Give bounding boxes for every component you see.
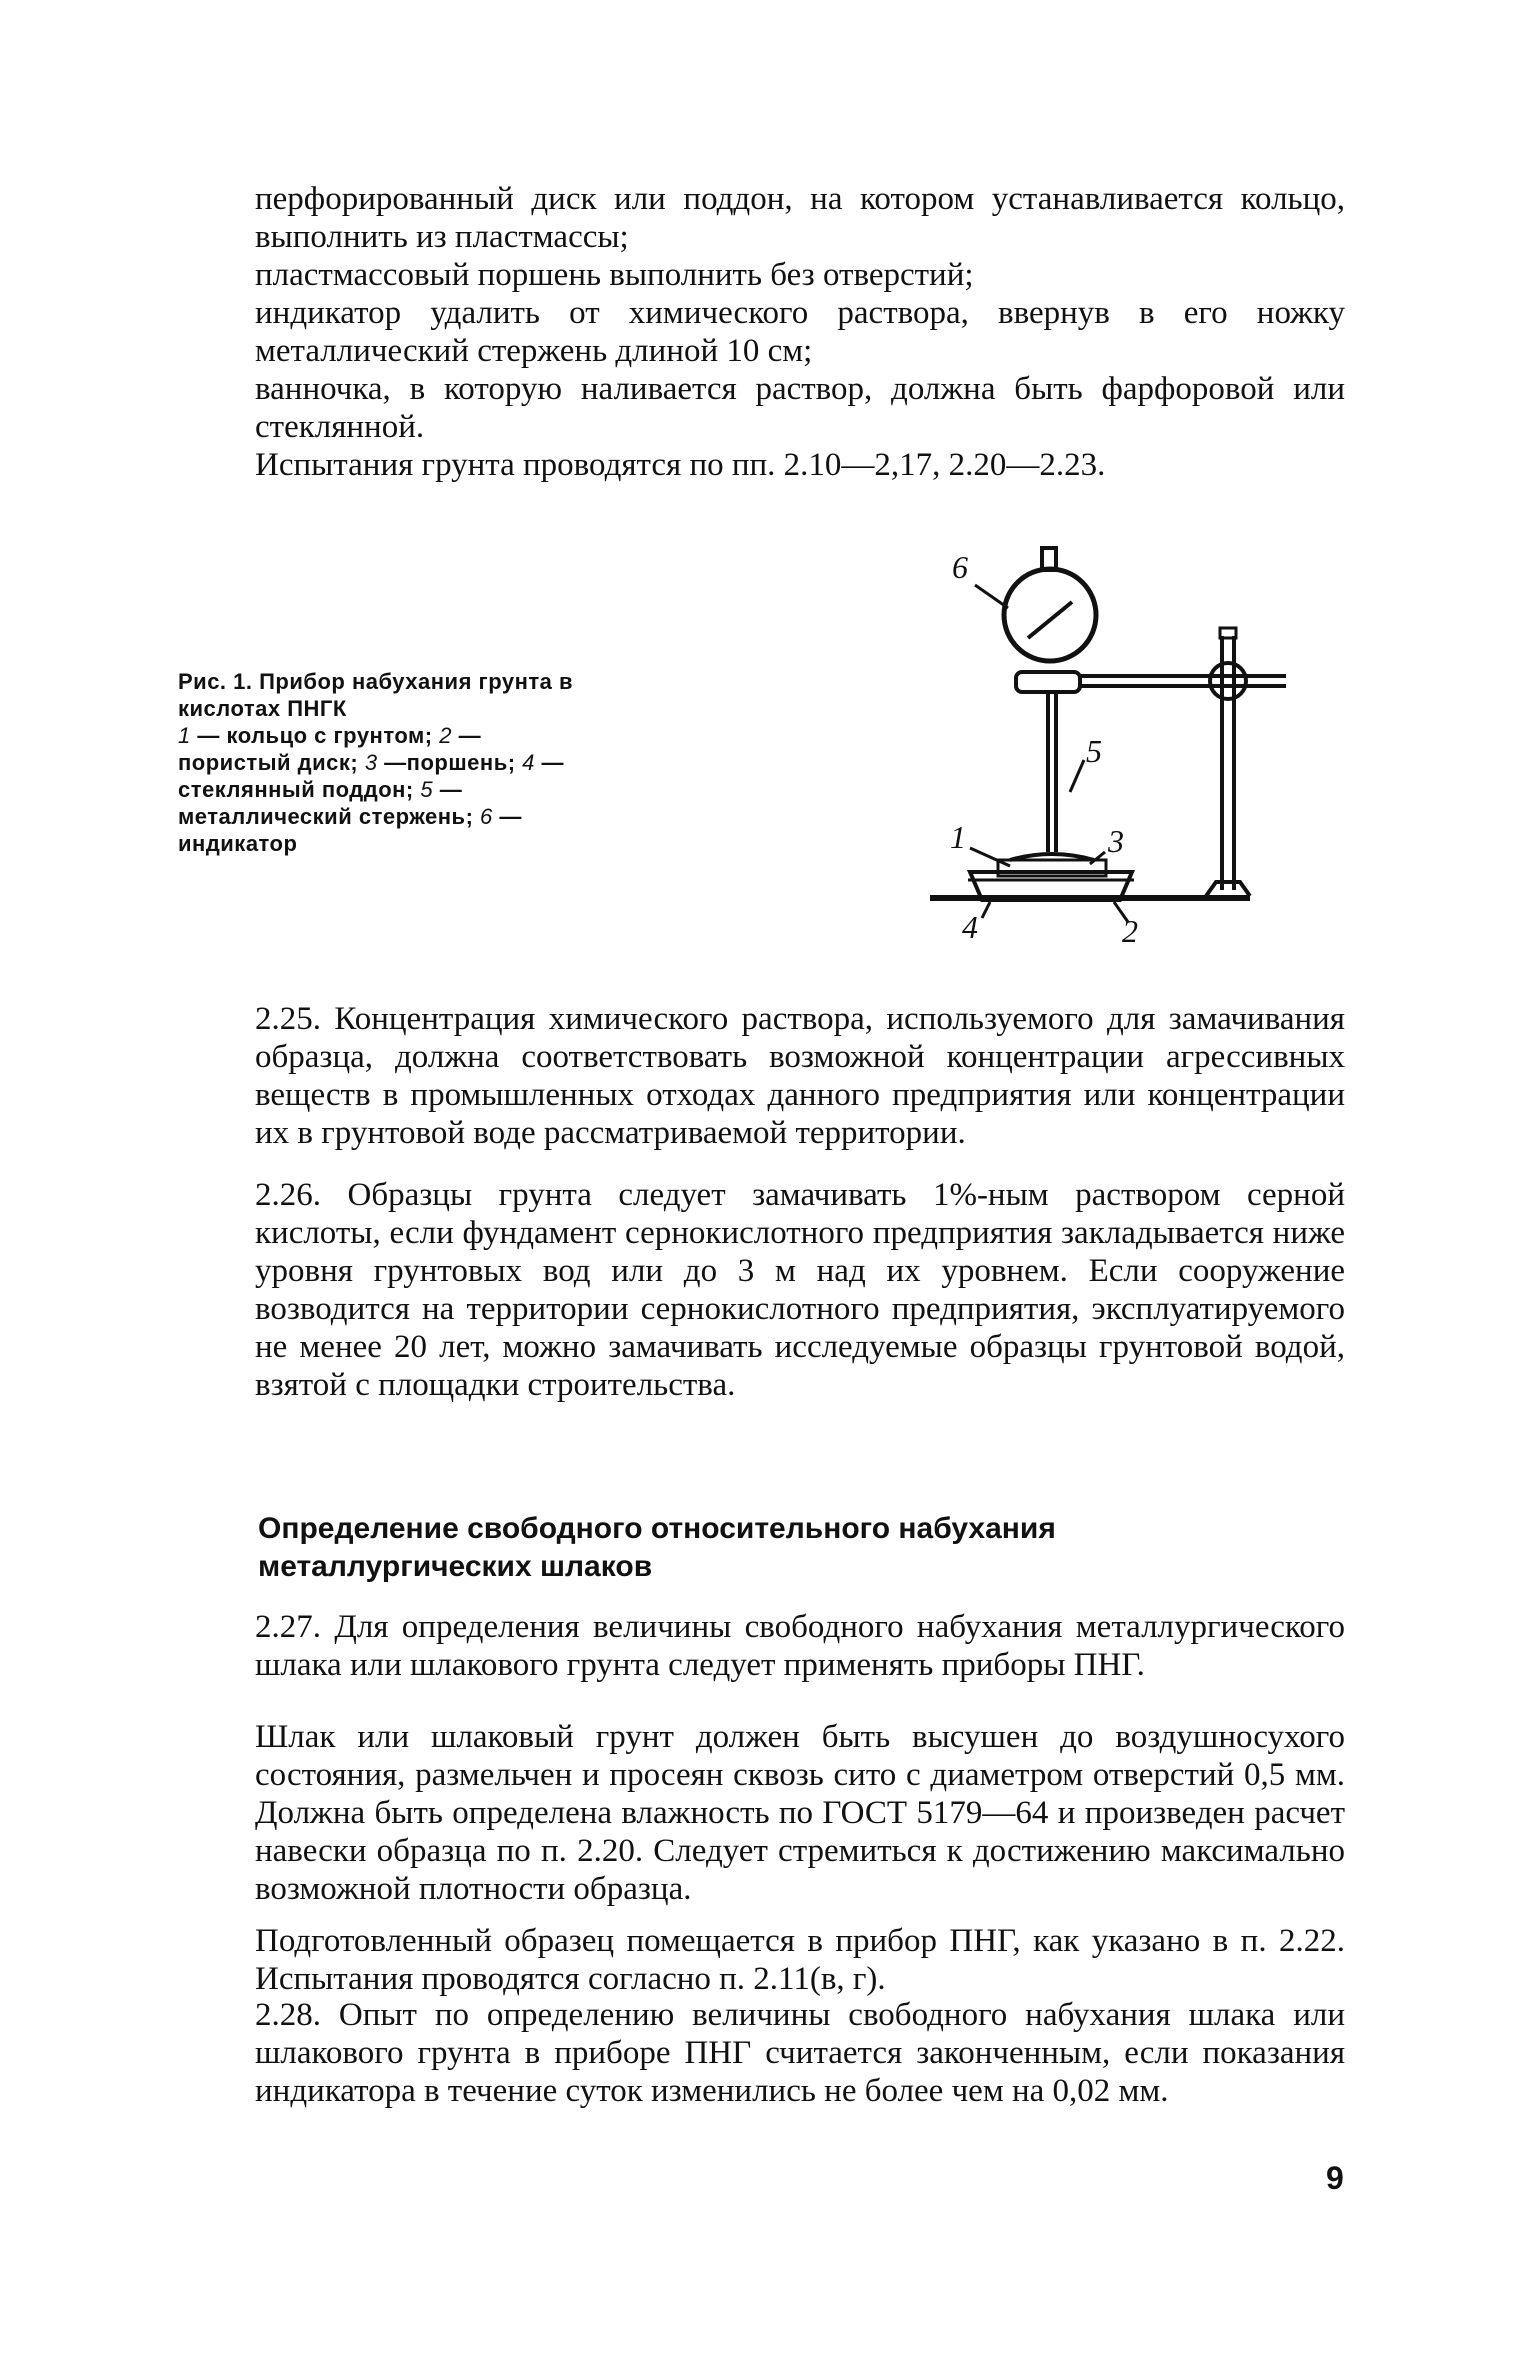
figure-label-4: 4 — [962, 909, 978, 945]
paragraph: перфорированный диск или поддон, на котором устанавливается кольцо, выполнить из пластмассы; — [255, 181, 1345, 255]
paragraph: ванночка, в которую наливается раствор, должна быть фарфоровой или стеклянной. — [255, 371, 1345, 445]
section-heading: Определение свободного относительного набухания металлургических шлаков — [258, 1512, 1056, 1583]
caption-item-text: — металлический стержень; — [178, 777, 481, 829]
rod-clamp — [1016, 672, 1080, 692]
caption-item-text: — пористый диск; — [178, 723, 482, 775]
figure-label-2: 2 — [1122, 913, 1138, 949]
stand-clamp — [1210, 663, 1246, 699]
figure-caption-title: Рис. 1. Прибор набухания грунта в кислотах ПНГК — [178, 669, 574, 721]
paragraph: индикатор удалить от химического раствора, ввернув в его ножку металлический стержень длиной 10 см; — [255, 295, 1345, 369]
indicator-needle — [1028, 602, 1072, 638]
figure-label-6: 6 — [952, 549, 968, 585]
paragraph-2-25: 2.25. Концентрация химического раствора, используемого для замачивания образца, должна соответствовать возможной концентрации агрессивных веществ в промышленных отходах данного предприятия или концентрации их в грунтовой воде рассматриваемой территории. — [255, 1001, 1345, 1151]
caption-item-number: 1 — [178, 723, 191, 748]
caption-item-number: 6 — [480, 804, 493, 829]
caption-item-text: —поршень; — [377, 750, 523, 775]
paragraph: Шлак или шлаковый грунт должен быть высушен до воздушносухого состояния, размельчен и просеян сквозь сито с диаметром отверстий 0,5 мм. Должна быть определена влажность по ГОСТ 5179—64 и произведен расчет навески образца по п. 2.20. Следует стремиться к достижению максимально возможной плотности образца. — [255, 1719, 1345, 1907]
page-number: 9 — [1326, 2160, 1344, 2196]
caption-item-number: 2 — [439, 723, 452, 748]
paragraph: Подготовленный образец помещается в прибор ПНГ, как указано в п. 2.22. Испытания проводятся согласно п. 2.11(в, г). — [255, 1923, 1345, 1997]
caption-item-text: — стеклянный поддон; — [178, 750, 565, 802]
paragraph: пластмассовый поршень выполнить без отверстий; — [255, 257, 974, 293]
paragraph-2-26: 2.26. Образцы грунта следует замачивать 1%-ным раствором серной кислоты, если фундамент сернокислотного предприятия закладывается ниже уровня грунтовых вод или до 3 м над их уровнем. Если сооружение возводится на территории сернокислотного предприятия, эксплуатируемого не менее 20 лет, можно замачивать исследуемые образцы грунтовой водой, взятой с площадки строительства. — [255, 1177, 1345, 1403]
figure-caption — [178, 668, 596, 857]
paragraph-2-28: 2.28. Опыт по определению величины свободного набухания шлака или шлакового грунта в приборе ПНГ считается законченным, если показания индикатора в течение суток изменились не более чем на 0,02 мм. — [255, 1997, 1345, 2109]
stand-foot — [1206, 882, 1250, 896]
indicator-dial — [1004, 569, 1096, 661]
caption-item-text: — кольцо с грунтом; — [190, 723, 440, 748]
figure-label-5: 5 — [1086, 733, 1102, 769]
figure-label-3: 3 — [1108, 823, 1124, 859]
caption-item-text: — индикатор — [178, 804, 522, 856]
figure-label-1: 1 — [950, 819, 966, 855]
paragraph-2-27: 2.27. Для определения величины свободного набухания металлургического шлака или шлакового грунта следует применять приборы ПНГ. — [255, 1609, 1345, 1683]
caption-item-number: 3 — [364, 750, 378, 775]
swelling-device-figure — [870, 530, 1330, 950]
paragraph: Испытания грунта проводятся по пп. 2.10—2,17, 2.20—2.23. — [255, 447, 1106, 483]
caption-item-number: 5 — [420, 777, 434, 802]
caption-item-number: 4 — [522, 750, 535, 775]
